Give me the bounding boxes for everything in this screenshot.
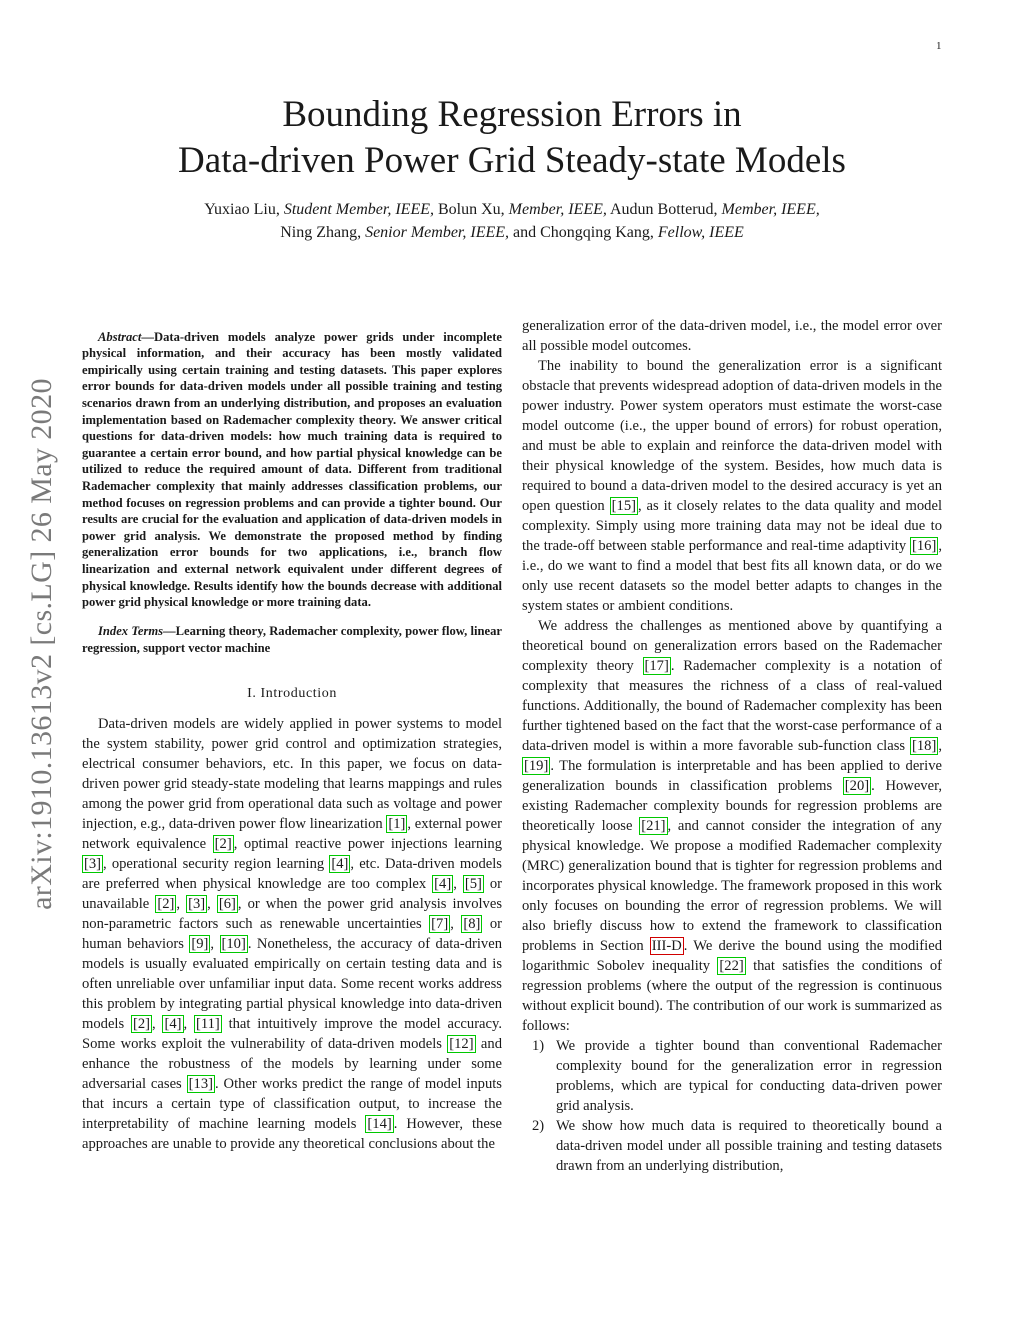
contribution-list xyxy=(522,1036,942,1176)
body-text: . Rademacher complexity is a notation of complexity that measures the richness of a class of real-valued functions. Additionally, the bound of Rademacher complexity has been further tightened based on the fact that the worst-case performance of a data-driven model is within a more favorable sub-function class xyxy=(522,658,942,754)
citation-link[interactable]: [17] xyxy=(644,658,669,674)
abstract xyxy=(82,329,502,611)
left-column xyxy=(82,316,502,1154)
abstract-text: Data-driven models analyze power grids under incomplete physical information, and their accuracy has been mostly validated empirically using certain training and testing datasets. This paper explores error bounds for data-driven models under all possible training and testing scenarios drawn from an underlying distribution, and proposes an evaluation implementation based on Rademacher complexity theory. We answer critical questions for data-driven models: how much training data is required to guarantee a certain error bound, and how partial physical knowledge can be utilized to reduce the required amount of data. Different from traditional Rademacher complexity that mainly addresses classification problems, our method focuses on regression problems and can provide a tighter bound. Our results are crucial for the evaluation and application of data-driven models in power grid analysis. We demonstrate the proposed method by finding generalization error bounds for two applications, i.e., branch flow linearization and external network equivalent under different degrees of physical knowledge. Results identify how the bounds decrease with additional power grid physical knowledge or more training data. xyxy=(82,329,502,610)
right-column xyxy=(522,316,942,1176)
body-text: . The formulation is interpretable and has been applied to derive generalization bounds in classification problems xyxy=(522,758,942,794)
body-text: . Nonetheless, the accuracy of data-driven models is usually evaluated empirically on certain testing data and is often unreliable over unfamiliar input data. Some recent works address this problem by integrating partial physical knowledge into data-driven models xyxy=(82,936,502,1033)
contribution-number: 1) xyxy=(532,1038,545,1054)
page-number: 1 xyxy=(936,40,942,52)
body-text: , xyxy=(183,1016,194,1033)
citation-link[interactable]: [5] xyxy=(464,876,482,893)
citation-link[interactable]: [12] xyxy=(449,1036,474,1053)
title-line-2: Data-driven Power Grid Steady-state Models xyxy=(178,140,846,181)
citation-link[interactable]: [2] xyxy=(214,836,232,853)
body-text: , as it closely relates to the data quality and model complexity. Simply using more training data may not be ideal due to the trade-off between stable performance and real-time adaptivity xyxy=(522,498,942,554)
title-line-1: Bounding Regression Errors in xyxy=(282,94,742,135)
author-role: Fellow, IEEE xyxy=(657,224,744,241)
citation-link[interactable]: [10] xyxy=(221,936,246,953)
contribution-text: We show how much data is required to theoretically bound a data-driven model under all possible training and testing datasets drawn from an underlying distribution, xyxy=(556,1118,942,1174)
introduction-paragraph xyxy=(522,356,942,616)
citation-link[interactable]: [2] xyxy=(157,896,175,913)
contribution-item xyxy=(522,1036,942,1116)
citation-link[interactable]: [4] xyxy=(164,1016,182,1033)
body-text: and enhance the robustness of the models by learning under some adversarial cases xyxy=(82,1036,502,1093)
author-name: Ning Zhang, xyxy=(280,224,362,241)
author-line-2 xyxy=(0,221,1024,244)
body-text: , etc. Data-driven models are preferred when physical knowledge are too complex xyxy=(82,856,502,893)
body-text: The inability to bound the generalization error is a significant obstacle that prevents widespread adoption of data-driven models in the power industry. Power system operators must estimate the worst-case model outcome (i.e., the upper bound of errors) for robust operation, and must be able to explain and reinforce the data-driven model with their physical knowledge of the system. Besides, how much data is required to bound a data-driven model to the desired accuracy is yet an open question xyxy=(522,358,942,514)
citation-link[interactable]: [22] xyxy=(719,958,744,974)
index-terms xyxy=(82,623,502,656)
contribution-text: We provide a tighter bound than conventional Rademacher complexity bound for the generalization error in regression problems, which are typical for conducting data-driven power grid analysis. xyxy=(556,1038,942,1114)
citation-link[interactable]: [14] xyxy=(367,1116,392,1133)
body-text: , xyxy=(453,876,463,893)
citation-link[interactable]: [15] xyxy=(611,498,636,514)
body-text: , xyxy=(210,936,220,953)
citation-link[interactable]: [19] xyxy=(524,758,549,774)
citation-link[interactable]: [4] xyxy=(434,876,452,893)
author-name: Yuxiao Liu, xyxy=(204,201,280,218)
body-text: , xyxy=(938,738,942,754)
author-role: Member, IEEE, xyxy=(721,201,820,218)
section-heading-introduction: I. Introduction xyxy=(247,686,337,702)
author-line-1 xyxy=(0,198,1024,221)
author-role: Student Member, IEEE, xyxy=(283,201,434,218)
body-text: or human behaviors xyxy=(82,916,503,953)
body-text: that satisfies the conditions of regression problems (where the output of the regression is continuous without explicit bound). The contribution of our work is summarized as follows: xyxy=(522,958,943,1034)
abstract-label: Abstract xyxy=(98,329,142,344)
contribution-number: 2) xyxy=(532,1118,545,1134)
introduction-paragraph xyxy=(82,714,502,1154)
citation-link[interactable]: [7] xyxy=(431,916,449,933)
body-text: , xyxy=(152,1016,163,1033)
body-text: , xyxy=(207,896,217,913)
citation-link[interactable]: [3] xyxy=(84,856,102,873)
body-text: . However, these approaches are unable to provide any theoretical conclusions about the xyxy=(82,1116,502,1153)
contribution-item xyxy=(522,1116,942,1176)
body-text: Data-driven models are widely applied in power systems to model the system stability, power grid control and optimization strategies, electrical consumer behaviors, etc. In this paper, we focus on data-driven power grid steady-state modeling that learns mappings and rules among the power grid from operational data such as voltage and power injection, e.g., data-driven power flow linearization xyxy=(82,716,502,833)
citation-link[interactable]: [9] xyxy=(191,936,209,953)
abstract-dash: — xyxy=(141,329,154,344)
arxiv-identifier-stamp[interactable]: arXiv:1910.13613v2 [cs.LG] 26 May 2020 xyxy=(25,378,58,910)
citation-link[interactable]: [21] xyxy=(641,818,666,834)
body-text: , operational security region learning xyxy=(103,856,330,873)
citation-link[interactable]: [4] xyxy=(331,856,349,873)
citation-link[interactable]: [2] xyxy=(132,1016,151,1033)
citation-link[interactable]: [18] xyxy=(912,738,937,754)
body-text: , external power network equivalence xyxy=(82,816,502,853)
body-text: , xyxy=(176,896,187,913)
body-text: , optimal reactive power injections learning xyxy=(233,836,502,853)
body-text: or unavailable xyxy=(82,876,503,913)
citation-link[interactable]: [13] xyxy=(188,1076,213,1093)
body-text: that intuitively improve the model accuracy. Some works exploit the vulnerability of data-driven models xyxy=(82,1016,503,1053)
body-text: , xyxy=(450,916,462,933)
body-text: . Other works predict the range of model inputs that incurs a certain type of classification output, to increase the interpretability of machine learning models xyxy=(82,1076,502,1133)
author-role: Member, IEEE, xyxy=(508,201,607,218)
body-text: We address the challenges as mentioned above by quantifying a theoretical bound on generalization errors based on the Rademacher complexity theory xyxy=(522,618,942,674)
author-name: and Chongqing Kang, xyxy=(513,224,654,241)
citation-link[interactable]: [1] xyxy=(388,816,406,833)
citation-link[interactable]: [8] xyxy=(463,916,481,933)
citation-link[interactable]: [11] xyxy=(195,1016,220,1033)
author-name: Bolun Xu, xyxy=(438,201,505,218)
author-name: Audun Botterud, xyxy=(609,201,718,218)
introduction-paragraph-continued: generalization error of the data-driven model, i.e., the model error over all possible model outcomes. xyxy=(522,318,942,354)
body-text: , and cannot consider the integration of any physical knowledge. We propose a modified Rademacher complexity (MRC) generalization bound that is tighter for regression problems and incorporates physical knowledge. The framework proposed in this work only focuses on bounding the error of regression problems. We will also briefly discuss how to extend the framework to classification problems in Section xyxy=(522,818,943,954)
citation-link[interactable]: [3] xyxy=(188,896,206,913)
body-text: . We derive the bound using the modified logarithmic Sobolev inequality xyxy=(522,938,942,974)
body-text: , i.e., do we want to find a model that best fits all known data, or do we only use recent datasets so the model better adapts to changes in the system states or ambient conditions. xyxy=(522,538,942,614)
section-cross-reference-link[interactable]: III-D xyxy=(651,938,682,954)
body-text: . However, existing Rademacher complexity bounds for regression problems are theoretically loose xyxy=(522,778,942,834)
index-terms-text: Learning theory, Rademacher complexity, power flow, linear regression, support vector machine xyxy=(82,624,502,655)
citation-link[interactable]: [6] xyxy=(218,896,236,913)
paper-title xyxy=(0,92,1024,184)
author-role: Senior Member, IEEE, xyxy=(365,224,510,241)
index-terms-dash: — xyxy=(163,624,176,639)
citation-link[interactable]: [16] xyxy=(912,538,937,554)
body-text: , or when the power grid analysis involves non-parametric factors such as renewable uncertainties xyxy=(82,896,503,933)
author-list xyxy=(0,198,1024,244)
citation-link[interactable]: [20] xyxy=(844,778,870,794)
index-terms-label: Index Terms xyxy=(98,624,164,639)
introduction-paragraph xyxy=(522,616,942,1036)
